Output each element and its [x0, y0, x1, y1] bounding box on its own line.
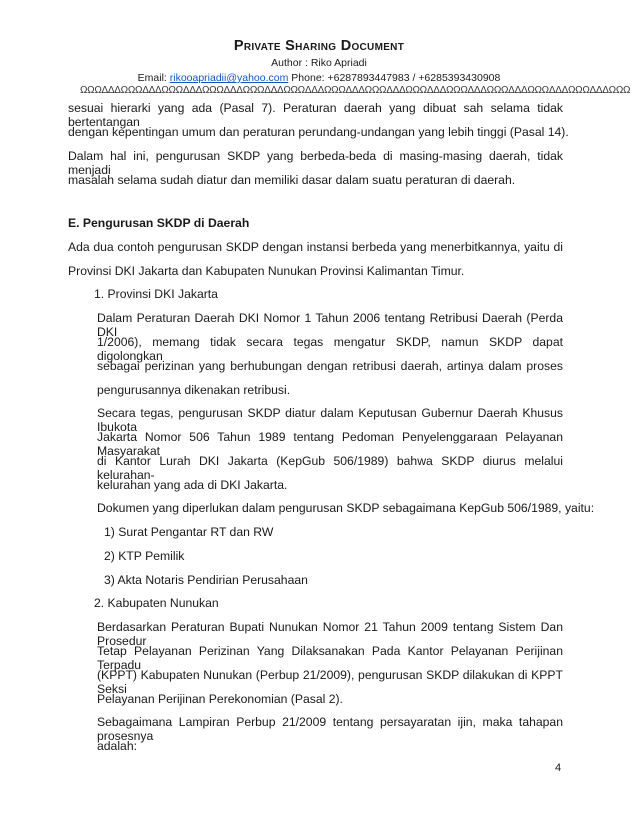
paragraph-line: 1/2006), memang tidak secara tegas mengatur SKDP, namun SKDP dapat digolongkan: [97, 335, 563, 363]
section-heading: E. Pengurusan SKDP di Daerah: [68, 216, 250, 230]
paragraph-line: masalah selama sudah diatur dan memiliki dasar dalam suatu peraturan di daerah.: [68, 173, 516, 187]
email-link[interactable]: rikooapriadii@yahoo.com: [169, 72, 289, 84]
paragraph-line: Tetap Pelayanan Perizinan Yang Dilaksanakan Pada Kantor Pelayanan Perijinan Terpadu: [97, 644, 563, 672]
paragraph-line: dengan kepentingan umum dan peraturan perundang-undangan yang lebih tinggi (Pasal 14).: [68, 125, 569, 139]
list-item: 2) KTP Pemilik: [104, 549, 185, 563]
paragraph-line: Dalam hal ini, pengurusan SKDP yang berbeda-beda di masing-masing daerah, tidak menjadi: [68, 149, 563, 177]
paragraph-line: Pelayanan Perijinan Perekonomian (Pasal 2).: [97, 692, 343, 706]
paragraph-line: Dokumen yang diperlukan dalam pengurusan SKDP sebagaimana KepGub 506/1989, yaitu:: [97, 501, 595, 515]
list-item-title: 1. Provinsi DKI Jakarta: [94, 287, 218, 301]
paragraph-line: sesuai hierarki yang ada (Pasal 7). Peraturan daerah yang dibuat sah selama tidak bertentangan: [68, 101, 563, 129]
document-title: Private Sharing Document: [233, 38, 405, 54]
paragraph-line: kelurahan yang ada di DKI Jakarta.: [97, 478, 288, 492]
paragraph-line: di Kantor Lurah DKI Jakarta (KepGub 506/1989) bahwa SKDP diurus melalui kelurahan-: [97, 454, 563, 482]
paragraph-line: Sebagaimana Lampiran Perbup 21/2009 tentang persayaratan ijin, maka tahapan prosesnya: [97, 715, 563, 743]
paragraph-line: (KPPT) Kabupaten Nunukan (Perbup 21/2009), pengurusan SKDP dilakukan di KPPT Seksi: [97, 668, 563, 696]
paragraph-line: pengurusannya dikenakan retribusi.: [97, 383, 291, 397]
paragraph-line: Dalam Peraturan Daerah DKI Nomor 1 Tahun 2006 tentang Retribusi Daerah (Perda DKI: [97, 311, 563, 339]
phone-text: Phone: +6287893447983 / +6285393430908: [288, 72, 501, 84]
contact-line: [0, 72, 638, 84]
paragraph-line: sebagai perizinan yang berhubungan dengan retribusi daerah, artinya dalam proses: [97, 359, 563, 373]
paragraph-line: adalah:: [97, 739, 137, 753]
list-item: 3) Akta Notaris Pendirian Perusahaan: [104, 573, 308, 587]
paragraph-line: Jakarta Nomor 506 Tahun 1989 tentang Pedoman Penyelenggaraan Pelayanan Masyarakat: [97, 430, 563, 458]
header-divider: ΩΩΩΔΔΔΩΩΩΔΔΔΩΩΩΔΔΔΩΩΩΔΔΔΩΩΩΔΔΔΩΩΩΔΔΔΩΩΩΔΔΔΩΩΩΔΔΔΩΩΩΔΔΔΩΩΩΔΔΔΩΩΩΔΔΔΩΩΩΔΔΔΩΩΩΔΔΔΩΩΩ: [80, 85, 631, 96]
list-item-title: 2. Kabupaten Nunukan: [94, 596, 219, 610]
paragraph-line: Secara tegas, pengurusan SKDP diatur dalam Keputusan Gubernur Daerah Khusus Ibukota: [97, 406, 563, 434]
list-item: 1) Surat Pengantar RT dan RW: [104, 525, 274, 539]
email-prefix: Email:: [137, 72, 170, 84]
paragraph-line: Berdasarkan Peraturan Bupati Nunukan Nomor 21 Tahun 2009 tentang Sistem Dan Prosedur: [97, 620, 563, 648]
page-number: 4: [555, 762, 562, 774]
author-line: Author : Riko Apriadi: [271, 57, 367, 69]
paragraph-line: Provinsi DKI Jakarta dan Kabupaten Nunukan Provinsi Kalimantan Timur.: [68, 264, 465, 278]
paragraph-line: Ada dua contoh pengurusan SKDP dengan instansi berbeda yang menerbitkannya, yaitu di: [68, 240, 563, 254]
